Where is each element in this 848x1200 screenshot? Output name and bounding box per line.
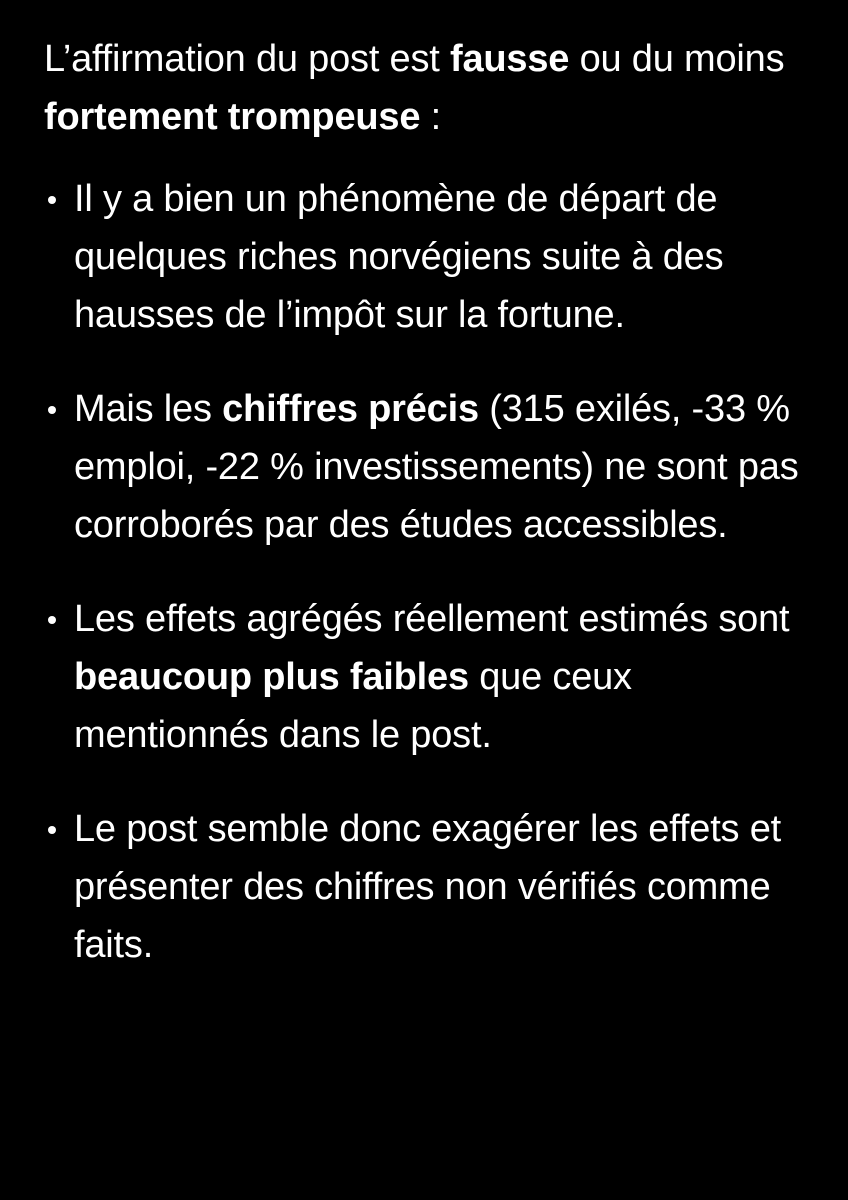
intro-text-3: :: [420, 96, 441, 138]
bullet-dot-icon: [48, 196, 56, 204]
intro-paragraph: [44, 30, 808, 146]
bullet-dot-icon: [48, 406, 56, 414]
bullet-item-1: [44, 170, 808, 344]
bullet-text-2: [74, 388, 799, 546]
bullet-3-bold: beaucoup plus faibles: [74, 656, 469, 698]
intro-text-1: L’affirmation du post est: [44, 38, 451, 80]
bullet-3-before: Les effets agrégés réellement estimés sont: [74, 598, 790, 640]
bullet-item-2: [44, 380, 808, 554]
intro-text-2: ou du moins: [569, 38, 785, 80]
bullet-dot-icon: [48, 616, 56, 624]
bullet-list: [44, 170, 808, 974]
bullet-2-before: Mais les: [74, 388, 223, 430]
bullet-2-bold: chiffres précis: [222, 388, 479, 430]
bullet-item-3: [44, 590, 808, 764]
bullet-text-1: Il y a bien un phénomène de départ de quelques riches norvégiens suite à des hausses de l’impôt sur la fortune.: [74, 178, 724, 336]
bullet-3-after: que ceux mentionnés dans le post.: [74, 656, 632, 756]
bullet-dot-icon: [48, 826, 56, 834]
bullet-text-3: [74, 598, 789, 756]
bullet-2-after: (315 exilés, -33 % emploi, -22 % investissements) ne sont pas corroborés par des études accessibles.: [74, 388, 799, 546]
bullet-text-4: Le post semble donc exagérer les effets et présenter des chiffres non vérifiés comme faits.: [74, 808, 781, 966]
intro-bold-1: fausse: [450, 38, 570, 80]
intro-bold-2: fortement trompeuse: [44, 96, 421, 138]
bullet-item-4: [44, 800, 808, 974]
